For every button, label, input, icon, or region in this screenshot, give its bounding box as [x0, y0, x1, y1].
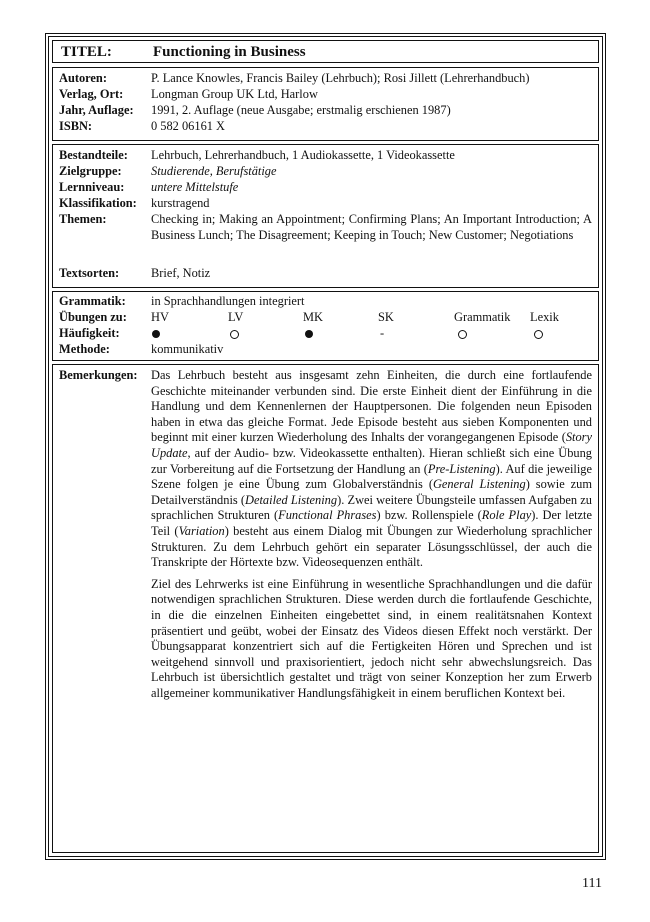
freq-lv-open-circle-icon	[230, 326, 239, 342]
method-value: kommunikativ	[151, 342, 224, 356]
col-sk: SK	[378, 310, 394, 324]
remarks-paragraph-2: Ziel des Lehrwerks ist eine Einführung in wesentliche Sprachhandlungen und die dafür notwendigen sprachlichen Strukturen. Diese werden durch die fortlaufende Geschichte, in die die einzelnen Einheiten eingebettet sind, in einem realitätsnahen Kontext präsentiert und geübt, wobei der Einsatz des Videos diesen Effekt noch verstärkt. Der Übungsapparat konzentriert sich auf die Fertigkeiten Hören und Sprechen und ist weitgehend sinnvoll und praxisorientiert, jedoch nicht sehr abwechslungsreich. Das Lehrbuch ist übersichtlich gestaltet und trägt von seiner Konzeption her zum Erwerb allgemeiner kommunikativer Handlungsfähigkeit in einem beruflichen Kontext bei.	[151, 576, 592, 700]
authors-label: Autoren:	[59, 71, 107, 85]
exercises-section	[52, 291, 599, 361]
freq-mk-filled-circle-icon	[305, 326, 313, 342]
title-label: TITEL:	[61, 44, 112, 60]
col-mk: MK	[303, 310, 323, 324]
audience-label: Zielgruppe:	[59, 164, 122, 178]
remarks-section	[52, 364, 599, 853]
parts-label: Bestandteile:	[59, 148, 128, 162]
text-types-label: Textsorten:	[59, 266, 120, 280]
publisher-value: Longman Group UK Ltd, Harlow	[151, 87, 318, 101]
method-label: Methode:	[59, 342, 110, 356]
col-lv: LV	[228, 310, 244, 324]
topics-label: Themen:	[59, 212, 107, 226]
remarks-paragraph-1: Das Lehrbuch besteht aus insgesamt zehn Einheiten, die durch eine fortlaufende Geschichte miteinander verbunden sind. Die erste Einheit dient der Einführung in die Handlung und dem Kennenlernen der Hauptpersonen. Die folgenden neun Episoden haben in etwa das gleiche Format. Jede Episode besteht aus sieben Komponenten und beginnt mit einer kurzen Wiederholung des Inhalts der vorangegangenen Episode (Story Update, auf der Audio- bzw. Videokassette enthalten). Hieran schließt sich eine Übung zur Vorbereitung auf die Fortsetzung der Handlung an (Pre-Listening). Auf die jeweilige Szene folgen je eine Übung zum Globalverständnis (General Listening) sowie zum Detailverständnis (Detailed Listening). Zwei weitere Übungsteile umfassen Aufgaben zu sprachlichen Strukturen (Functional Phrases) bzw. Rollenspiele (Role Play). Der letzte Teil (Variation) besteht aus einem Dialog mit Übungen zur Wiederholung sprachlicher Strukturen. Zu dem Lehrbuch gehört ein separater Lösungsschlüssel, der auch die Transkripte der Hörtexte bzw. Videosequenzen enthält.	[151, 368, 592, 570]
freq-grammatik-open-circle-icon	[458, 326, 467, 342]
publication-section	[52, 67, 599, 141]
parts-value: Lehrbuch, Lehrerhandbuch, 1 Audiokassette, 1 Videokassette	[151, 148, 455, 162]
publisher-label: Verlag, Ort:	[59, 87, 124, 101]
topics-value: Checking in; Making an Appointment; Confirming Plans; An Important Introduction; A Business Lunch; The Disagreement; Keeping in Touch; New Customer; Negotiations	[151, 212, 592, 242]
authors-value: P. Lance Knowles, Francis Bailey (Lehrbuch); Rosi Jillett (Lehrerhandbuch)	[151, 71, 530, 85]
level-value: untere Mittelstufe	[151, 180, 239, 194]
level-label: Lernniveau:	[59, 180, 125, 194]
title-box	[52, 40, 599, 63]
freq-hv-filled-circle-icon	[152, 326, 160, 342]
page-number: 111	[582, 876, 602, 891]
review-card	[45, 33, 606, 860]
grammar-value: in Sprachhandlungen integriert	[151, 294, 305, 308]
isbn-label: ISBN:	[59, 119, 93, 133]
classification-label: Klassifikation:	[59, 196, 137, 210]
practice-label: Übungen zu:	[59, 310, 127, 324]
components-section	[52, 144, 599, 288]
grammar-label: Grammatik:	[59, 294, 126, 308]
edition-label: Jahr, Auflage:	[59, 103, 134, 117]
freq-sk-dash: -	[380, 326, 385, 340]
isbn-value: 0 582 06161 X	[151, 119, 225, 133]
text-types-value: Brief, Notiz	[151, 266, 211, 280]
audience-value: Studierende, Berufstätige	[151, 164, 277, 178]
freq-lexik-open-circle-icon	[534, 326, 543, 342]
remarks-label: Bemerkungen:	[59, 368, 138, 382]
inner-border	[48, 36, 603, 857]
remarks-body	[151, 368, 592, 707]
col-grammatik: Grammatik	[454, 310, 511, 324]
col-lexik: Lexik	[530, 310, 559, 324]
col-hv: HV	[151, 310, 169, 324]
classification-value: kurstragend	[151, 196, 210, 210]
book-title: Functioning in Business	[153, 44, 306, 60]
edition-value: 1991, 2. Auflage (neue Ausgabe; erstmalig erschienen 1987)	[151, 103, 451, 117]
frequency-label: Häufigkeit:	[59, 326, 120, 340]
